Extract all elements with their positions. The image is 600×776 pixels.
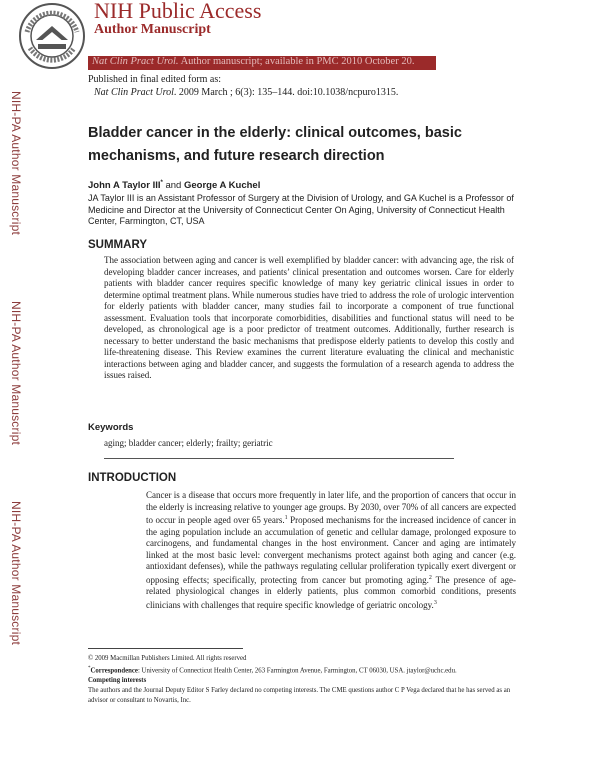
nih-public-access-title: NIH Public Access — [94, 0, 262, 23]
section-divider — [104, 458, 454, 459]
summary-text: The association between aging and cancer is well exemplified by bladder cancer: with advancing age, the risk of developing bladder cancer increases, and patients’ clinical presentation and outcomes worsen. Care for elderly patients with bladder cancer requires specific knowledge of many key geriatric clinical issues in order to determine optimal treatment plans. While numerous studies have tried to address the role of urologic intervention for elderly patients with bladder cancer, many studies fail to incorporate a component of true functional assessment. Evaluation tools that incorporate comorbidities, disabilities and functional status will need to be developed, as chronological age is a poor predictor of treatment outcomes. Additionally, further research is necessary to better understand the basic mechanisms that predispose elderly patients to develop this costly and life-threatening disease. This Review examines the current literature evaluating the clinical and mechanistic interactions between aging and bladder cancer, and suggests the formulation of a research agenda to address the issues raised. — [104, 255, 514, 380]
article-title: Bladder cancer in the elderly: clinical outcomes, basic mechanisms, and future research direction — [88, 125, 462, 164]
summary-heading: SUMMARY — [88, 239, 147, 251]
reference-1[interactable]: 1 — [284, 515, 288, 521]
nih-seal-logo — [18, 2, 86, 70]
keywords-text: aging; bladder cancer; elderly; frailty; geriatric — [104, 438, 273, 448]
final-form-note: Published in final edited form as: — [88, 74, 222, 85]
correspondence-note: *Correspondence: University of Connecticut Health Center, 263 Farmington Avenue, Farmington, CT 06030, USA. jtaylor@uchc.edu. — [88, 666, 457, 675]
copyright-note: © 2009 Macmillan Publishers Limited. All rights reserved — [88, 655, 247, 662]
citation-details: . 2009 March ; 6(3): 135–144. doi:10.1038/ncpuro1315. — [173, 87, 399, 98]
competing-interests-heading: Competing interests — [88, 677, 147, 685]
author-2: George A Kuchel — [183, 180, 261, 192]
author-line — [88, 180, 260, 191]
author-manuscript-subtitle: Author Manuscript — [94, 22, 211, 37]
band-availability-text: Author manuscript; available in PMC 2010 October 20. — [178, 56, 415, 67]
introduction-text: Cancer is a disease that occurs more frequently in later life, and the proportion of cancers that occur in the elderly is increasing relative to younger age groups. By 2030, over 70% of all cancers are expected to occur in people aged over 65 years.$^1$ Proposed mechanisms for the increased incidence of cancer in the aging population include an accumulation of genetic and cellular damage, prolonged exposure to carcinogens, and fundamental changes in the host environment. Cancer and aging are intimately linked at the most basic level: convergent mechanisms protect against both aging and cancer (e.g. antioxidant defenses), while the pathways regulating cellular proliferation typically exert divergent or opposing effects; specifically, protecting from cancer but promoting aging.$^2$ The presence of age-related physiological changes in elderly patients, plus common comorbid conditions, presents clinicians with challenges that require specific knowledge of geriatric oncology.$^3$ — [146, 490, 516, 610]
citation — [94, 87, 398, 98]
side-label-3: NIH-PA Author Manuscript — [9, 500, 23, 645]
introduction-heading: INTRODUCTION — [88, 472, 177, 484]
author-1: John A Taylor III — [88, 180, 161, 192]
competing-interests-text: The authors and the Journal Deputy Editor S Farley declared no competing interests. The CME questions author C P Vega declared that he has served as an advisor or consultant to Novartis, Inc. — [88, 687, 511, 705]
author-affiliation: JA Taylor III is an Assistant Professor of Surgery at the Division of Urology, and GA Kuchel is a Professor of Medicine and Director at the University of Connecticut Center On Aging, University of Connecticut Health Center, Farmington, CT, USA — [88, 193, 514, 226]
footnote-divider — [88, 648, 243, 649]
keywords-heading: Keywords — [88, 422, 134, 433]
reference-2[interactable]: 2 — [428, 574, 432, 581]
side-label-1: NIH-PA Author Manuscript — [9, 90, 23, 235]
author-1-mark: * — [160, 180, 163, 186]
availability-band — [88, 56, 436, 70]
side-label-2: NIH-PA Author Manuscript — [9, 300, 23, 445]
reference-3[interactable]: 3 — [433, 599, 437, 606]
footnotes — [88, 654, 518, 706]
band-journal: Nat Clin Pract Urol. — [92, 56, 179, 67]
citation-journal: Nat Clin Pract Urol — [94, 87, 174, 98]
author-separator: and — [162, 180, 184, 192]
